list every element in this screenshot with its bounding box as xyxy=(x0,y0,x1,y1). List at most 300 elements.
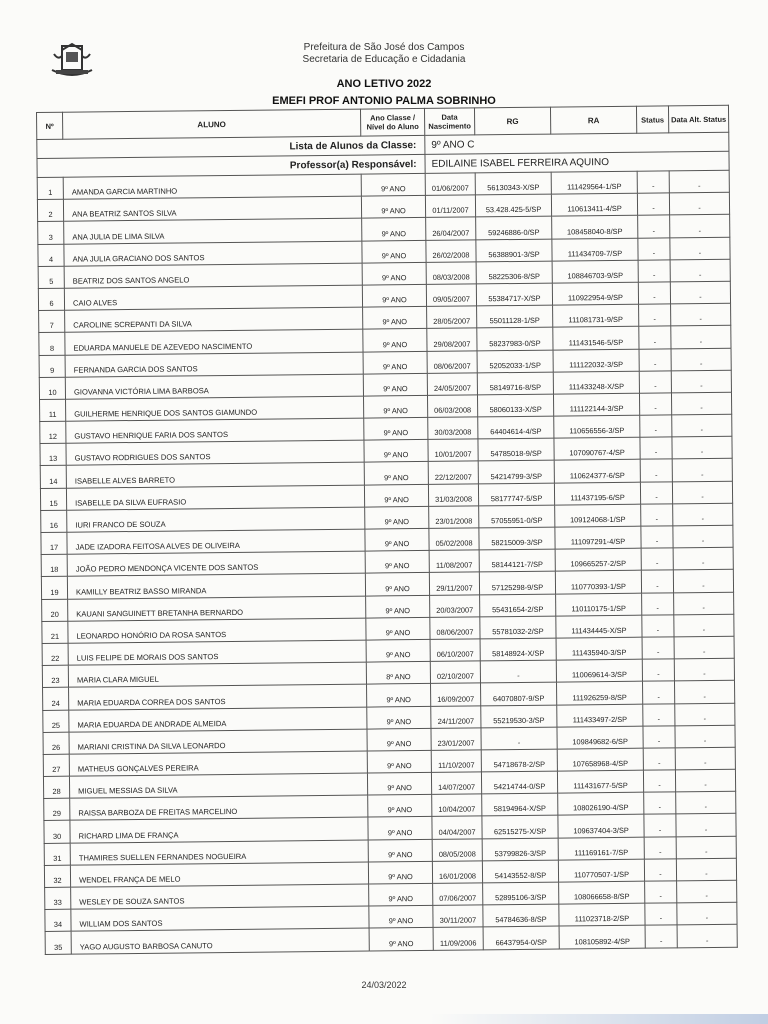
grade-level: 9º ANO xyxy=(368,839,432,862)
org-line-2: Secretaria de Educação e Cidadania xyxy=(302,54,466,65)
birth-date: 01/06/2007 xyxy=(425,173,475,196)
grade-level: 9º ANO xyxy=(369,928,433,951)
rg-number: 53799826-3/SP xyxy=(482,838,558,861)
ra-number: 108458040-8/SP xyxy=(552,216,638,239)
ra-number: 109124068-1/SP xyxy=(555,504,641,527)
birth-date: 23/01/2007 xyxy=(431,728,481,751)
row-number: 4 xyxy=(38,244,64,266)
rg-number: 62515275-X/SP xyxy=(482,816,558,839)
status: - xyxy=(642,615,674,638)
col-header-grade: Ano Classe / Nível do Aluno xyxy=(360,108,424,136)
student-name: JADE IZADORA FEITOSA ALVES DE OLIVEIRA xyxy=(67,529,365,554)
rg-number: 58237983-0/SP xyxy=(477,327,553,350)
row-number: 17 xyxy=(41,532,67,554)
status-date: - xyxy=(676,858,736,881)
row-number: 26 xyxy=(43,732,69,754)
ra-number: 109637404-3/SP xyxy=(558,815,644,838)
status: - xyxy=(638,282,670,305)
row-number: 25 xyxy=(43,710,69,732)
status: - xyxy=(641,526,673,549)
birth-date: 30/11/2007 xyxy=(433,905,483,928)
grade-level: 8º ANO xyxy=(366,662,430,685)
student-name: ISABELLE ALVES BARRETO xyxy=(66,463,364,488)
rg-number: 58144121-7/SP xyxy=(479,549,555,572)
status-date: - xyxy=(670,215,730,238)
status-date: - xyxy=(669,192,729,215)
status-date: - xyxy=(672,481,732,504)
student-name: RICHARD LIMA DE FRANÇA xyxy=(70,818,368,843)
status: - xyxy=(645,925,677,948)
row-number: 32 xyxy=(44,865,70,887)
birth-date: 31/03/2008 xyxy=(428,484,478,507)
student-list-sheet xyxy=(36,105,737,955)
status-date: - xyxy=(673,503,733,526)
student-name: GUSTAVO RODRIGUES DOS SANTOS xyxy=(66,440,364,465)
ra-number: 111437195-6/SP xyxy=(554,482,640,505)
status-date: - xyxy=(673,570,733,593)
birth-date: 08/06/2007 xyxy=(427,350,477,373)
birth-date: 06/03/2008 xyxy=(427,395,477,418)
student-name: MARIA CLARA MIGUEL xyxy=(68,662,366,687)
school-year-title: ANO LETIVO 2022 xyxy=(336,78,432,90)
rg-number: 56130343-X/SP xyxy=(475,172,551,195)
ra-number: 110922954-9/SP xyxy=(552,282,638,305)
ra-number: 107658968-4/SP xyxy=(557,748,643,771)
ra-number: 110110175-1/SP xyxy=(556,593,642,616)
teacher-label: Professor(a) Responsável: xyxy=(37,154,425,177)
birth-date: 28/05/2007 xyxy=(427,306,477,329)
student-name: CAROLINE SCREPANTI DA SILVA xyxy=(65,307,363,332)
col-header-status: Status xyxy=(636,106,668,133)
row-number: 16 xyxy=(41,510,67,532)
row-number: 1 xyxy=(37,177,63,199)
rg-number: 54785018-9/SP xyxy=(478,438,554,461)
status-date: - xyxy=(674,592,734,615)
status: - xyxy=(645,903,677,926)
ra-number: 110770507-1/SP xyxy=(558,859,644,882)
status: - xyxy=(641,548,673,571)
ra-number: 111434445-X/SP xyxy=(556,615,642,638)
student-name: LUIS FELIPE DE MORAIS DOS SANTOS xyxy=(68,640,366,665)
grade-level: 9º ANO xyxy=(368,795,432,818)
ra-number: 111435940-3/SP xyxy=(556,637,642,660)
birth-date: 23/01/2008 xyxy=(429,506,479,529)
birth-date: 29/11/2007 xyxy=(429,572,479,595)
status: - xyxy=(637,171,669,194)
student-name: EDUARDA MANUELE DE AZEVEDO NASCIMENTO xyxy=(65,329,363,354)
student-name: RAISSA BARBOZA DE FREITAS MARCELINO xyxy=(70,795,368,820)
status-date: - xyxy=(670,237,730,260)
student-name: FERNANDA GARCIA DOS SANTOS xyxy=(65,352,363,377)
student-name: GUILHERME HENRIQUE DOS SANTOS GIAMUNDO xyxy=(66,396,364,421)
status-date: - xyxy=(674,658,734,681)
status-date: - xyxy=(672,414,732,437)
grade-level: 9º ANO xyxy=(361,196,425,219)
birth-date: 06/10/2007 xyxy=(430,639,480,662)
status-date: - xyxy=(670,259,730,282)
ra-number: 109665257-2/SP xyxy=(555,548,641,571)
rg-number: 66437954-0/SP xyxy=(483,926,559,949)
row-number: 3 xyxy=(38,222,64,244)
grade-level: 9º ANO xyxy=(363,307,427,330)
birth-date: 10/04/2007 xyxy=(432,794,482,817)
status-date: - xyxy=(676,814,736,837)
grade-level: 9º ANO xyxy=(364,417,428,440)
grade-level: 9º ANO xyxy=(361,173,425,196)
grade-level: 9º ANO xyxy=(362,284,426,307)
row-number: 31 xyxy=(44,843,70,865)
student-name: ISABELLE DA SILVA EUFRASIO xyxy=(66,485,364,510)
ra-number: 111431546-5/SP xyxy=(553,327,639,350)
student-name: YAGO AUGUSTO BARBOSA CANUTO xyxy=(71,928,369,953)
ra-number: 111429564-1/SP xyxy=(551,171,637,194)
status: - xyxy=(640,459,672,482)
status: - xyxy=(637,193,669,216)
ra-number: 108026190-4/SP xyxy=(558,792,644,815)
grade-level: 9º ANO xyxy=(363,351,427,374)
row-number: 19 xyxy=(41,577,67,599)
status-date: - xyxy=(674,636,734,659)
status: - xyxy=(644,792,676,815)
student-name: WESLEY DE SOUZA SANTOS xyxy=(71,884,369,909)
student-name: MARIA EDUARDA CORREA DOS SANTOS xyxy=(69,684,367,709)
row-number: 35 xyxy=(45,932,71,954)
rg-number: 54214744-0/SP xyxy=(481,771,557,794)
status-date: - xyxy=(671,326,731,349)
col-header-status-date: Data Alt. Status xyxy=(668,105,728,133)
scan-edge-artifact xyxy=(430,1014,768,1024)
ra-number: 111081731-9/SP xyxy=(553,304,639,327)
rg-number: 58060133-X/SP xyxy=(477,394,553,417)
row-number: 10 xyxy=(39,377,65,399)
row-number: 21 xyxy=(42,621,68,643)
ra-number: 108105892-4/SP xyxy=(559,926,645,949)
student-name: THAMIRES SUELLEN FERNANDES NOGUEIRA xyxy=(70,840,368,865)
status-date: - xyxy=(669,170,729,193)
student-name: GUSTAVO HENRIQUE FARIA DOS SANTOS xyxy=(66,418,364,443)
status-date: - xyxy=(676,836,736,859)
student-name: MARIANI CRISTINA DA SILVA LEONARDO xyxy=(69,729,367,754)
status: - xyxy=(642,659,674,682)
school-name: EMEFI PROF ANTONIO PALMA SOBRINHO xyxy=(272,95,496,107)
birth-date: 09/05/2007 xyxy=(426,284,476,307)
birth-date: 30/03/2008 xyxy=(428,417,478,440)
row-number: 12 xyxy=(40,421,66,443)
status-date: - xyxy=(671,303,731,326)
ra-number: 111023718-2/SP xyxy=(559,903,645,926)
grade-level: 9º ANO xyxy=(369,906,433,929)
student-name: MIGUEL MESSIAS DA SILVA xyxy=(69,773,367,798)
row-number: 9 xyxy=(39,355,65,377)
birth-date: 04/04/2007 xyxy=(432,816,482,839)
student-name: GIOVANNA VICTÓRIA LIMA BARBOSA xyxy=(65,374,363,399)
grade-level: 9º ANO xyxy=(363,329,427,352)
ra-number: 111122032-3/SP xyxy=(553,349,639,372)
grade-level: 9º ANO xyxy=(363,395,427,418)
grade-level: 9º ANO xyxy=(367,728,431,751)
status-date: - xyxy=(670,281,730,304)
student-name: ANA JULIA GRACIANO DOS SANTOS xyxy=(64,241,362,266)
status-date: - xyxy=(671,392,731,415)
birth-date: 14/07/2007 xyxy=(431,772,481,795)
rg-number: 56388901-3/SP xyxy=(476,239,552,262)
status: - xyxy=(638,260,670,283)
rg-number: 52895106-3/SP xyxy=(483,882,559,905)
status: - xyxy=(644,859,676,882)
grade-level: 9º ANO xyxy=(368,861,432,884)
student-name: WILLIAM DOS SANTOS xyxy=(71,906,369,931)
row-number: 13 xyxy=(40,443,66,465)
grade-level: 9º ANO xyxy=(364,440,428,463)
birth-date: 07/06/2007 xyxy=(433,883,483,906)
birth-date: 10/01/2007 xyxy=(428,439,478,462)
rg-number: 58149716-8/SP xyxy=(477,372,553,395)
row-number: 6 xyxy=(38,288,64,310)
grade-level: 9º ANO xyxy=(367,706,431,729)
student-table xyxy=(36,105,738,955)
row-number: 2 xyxy=(37,199,63,221)
status: - xyxy=(639,326,671,349)
row-number: 34 xyxy=(45,909,71,931)
rg-number: 55431654-2/SP xyxy=(480,594,556,617)
rg-number: 55781032-2/SP xyxy=(480,616,556,639)
teacher-value: EDILAINE ISABEL FERREIRA AQUINO xyxy=(425,151,729,173)
birth-date: 24/11/2007 xyxy=(431,705,481,728)
status: - xyxy=(640,437,672,460)
status: - xyxy=(642,681,674,704)
status-date: - xyxy=(677,925,737,948)
row-number: 23 xyxy=(42,665,68,687)
ra-number: 111926259-8/SP xyxy=(557,681,643,704)
class-label: Lista de Alunos da Classe: xyxy=(37,135,425,158)
student-name: JOÃO PEDRO MENDONÇA VICENTE DOS SANTOS xyxy=(67,551,365,576)
grade-level: 9º ANO xyxy=(362,218,426,241)
row-number: 5 xyxy=(38,266,64,288)
rg-number: 55219530-3/SP xyxy=(481,705,557,728)
status: - xyxy=(643,748,675,771)
col-header-num: Nº xyxy=(37,112,63,139)
col-header-student: ALUNO xyxy=(63,109,361,139)
ra-number: 109849682-6/SP xyxy=(557,726,643,749)
status-date: - xyxy=(671,348,731,371)
rg-number: - xyxy=(480,660,556,683)
student-name: KAUANI SANGUINETT BRETANHA BERNARDO xyxy=(68,596,366,621)
ra-number: 111434709-7/SP xyxy=(552,238,638,261)
rg-number: 58148924-X/SP xyxy=(480,638,556,661)
ra-number: 110069614-3/SP xyxy=(556,659,642,682)
birth-date: 26/02/2008 xyxy=(426,239,476,262)
ra-number: 111433497-2/SP xyxy=(557,704,643,727)
status-date: - xyxy=(675,725,735,748)
rg-number: 52052033-1/SP xyxy=(477,350,553,373)
birth-date: 29/08/2007 xyxy=(427,328,477,351)
status-date: - xyxy=(671,370,731,393)
status: - xyxy=(645,881,677,904)
ra-number: 111433248-X/SP xyxy=(553,371,639,394)
row-number: 22 xyxy=(42,643,68,665)
grade-level: 9º ANO xyxy=(368,817,432,840)
row-number: 33 xyxy=(45,887,71,909)
student-name: KAMILLY BEATRIZ BASSO MIRANDA xyxy=(67,573,365,598)
row-number: 15 xyxy=(40,488,66,510)
status: - xyxy=(639,348,671,371)
status: - xyxy=(638,237,670,260)
status-date: - xyxy=(677,880,737,903)
grade-level: 9º ANO xyxy=(365,573,429,596)
ra-number: 110656556-3/SP xyxy=(554,415,640,438)
org-line-1: Prefeitura de São José dos Campos xyxy=(303,42,465,53)
rg-number: - xyxy=(481,727,557,750)
row-number: 18 xyxy=(41,554,67,576)
grade-level: 9º ANO xyxy=(366,639,430,662)
ra-number: 110624377-6/SP xyxy=(554,460,640,483)
status: - xyxy=(641,504,673,527)
status: - xyxy=(642,637,674,660)
row-number: 29 xyxy=(44,798,70,820)
status-date: - xyxy=(672,459,732,482)
grade-level: 9º ANO xyxy=(369,883,433,906)
grade-level: 9º ANO xyxy=(364,484,428,507)
ra-number: 108066658-8/SP xyxy=(559,881,645,904)
col-header-rg: RG xyxy=(474,107,550,135)
birth-date: 08/05/2008 xyxy=(432,838,482,861)
ra-number: 107090767-4/SP xyxy=(554,437,640,460)
status-date: - xyxy=(674,614,734,637)
grade-level: 9º ANO xyxy=(364,462,428,485)
birth-date: 24/05/2007 xyxy=(427,373,477,396)
status-date: - xyxy=(672,436,732,459)
birth-date: 20/03/2007 xyxy=(430,594,480,617)
row-number: 8 xyxy=(39,333,65,355)
birth-date: 01/11/2007 xyxy=(425,195,475,218)
status-date: - xyxy=(675,703,735,726)
rg-number: 54718678-2/SP xyxy=(481,749,557,772)
rg-number: 58215009-3/SP xyxy=(479,527,555,550)
status-date: - xyxy=(675,747,735,770)
ra-number: 111431677-5/SP xyxy=(557,770,643,793)
rg-number: 55384717-X/SP xyxy=(476,283,552,306)
status: - xyxy=(644,814,676,837)
rg-number: 64404614-4/SP xyxy=(478,416,554,439)
grade-level: 9º ANO xyxy=(367,684,431,707)
student-name: MATHEUS GONÇALVES PEREIRA xyxy=(69,751,367,776)
row-number: 24 xyxy=(43,688,69,710)
rg-number: 59246886-0/SP xyxy=(476,216,552,239)
status-date: - xyxy=(673,547,733,570)
birth-date: 11/09/2006 xyxy=(433,927,483,950)
grade-level: 9º ANO xyxy=(365,551,429,574)
rg-number: 54214799-3/SP xyxy=(478,461,554,484)
status-date: - xyxy=(675,769,735,792)
birth-date: 26/04/2007 xyxy=(426,217,476,240)
rg-number: 53.428.425-5/SP xyxy=(475,194,551,217)
status: - xyxy=(643,770,675,793)
status: - xyxy=(643,703,675,726)
student-name: ANA JULIA DE LIMA SILVA xyxy=(64,218,362,243)
grade-level: 9º ANO xyxy=(363,373,427,396)
grade-level: 9º ANO xyxy=(362,240,426,263)
status-date: - xyxy=(676,791,736,814)
birth-date: 02/10/2007 xyxy=(430,661,480,684)
rg-number: 54784636-8/SP xyxy=(483,904,559,927)
ra-number: 110613411-4/SP xyxy=(551,193,637,216)
grade-level: 9º ANO xyxy=(367,772,431,795)
ra-number: 111097291-4/SP xyxy=(555,526,641,549)
row-number: 11 xyxy=(40,399,66,421)
ra-number: 108846703-9/SP xyxy=(552,260,638,283)
student-name: MARIA EDUARDA DE ANDRADE ALMEIDA xyxy=(69,707,367,732)
status: - xyxy=(640,481,672,504)
student-name: WENDEL FRANÇA DE MELO xyxy=(70,862,368,887)
rg-number: 55011128-1/SP xyxy=(477,305,553,328)
ra-number: 111169161-7/SP xyxy=(558,837,644,860)
col-header-birth: Data Nascimento xyxy=(424,108,474,136)
row-number: 27 xyxy=(43,754,69,776)
rg-number: 54143552-8/SP xyxy=(482,860,558,883)
birth-date: 16/09/2007 xyxy=(431,683,481,706)
birth-date: 08/03/2008 xyxy=(426,262,476,285)
rg-number: 58194964-X/SP xyxy=(482,793,558,816)
status-date: - xyxy=(673,525,733,548)
status: - xyxy=(638,215,670,238)
status: - xyxy=(643,726,675,749)
student-name: ANA BEATRIZ SANTOS SILVA xyxy=(63,196,361,221)
status: - xyxy=(639,304,671,327)
status: - xyxy=(642,592,674,615)
birth-date: 05/02/2008 xyxy=(429,528,479,551)
status: - xyxy=(640,415,672,438)
rg-number: 64070807-9/SP xyxy=(481,682,557,705)
student-name: IURI FRANCO DE SOUZA xyxy=(67,507,365,532)
print-date: 24/03/2022 xyxy=(361,980,407,990)
status: - xyxy=(644,836,676,859)
student-name: AMANDA GARCIA MARTINHO xyxy=(63,174,361,199)
row-number: 30 xyxy=(44,821,70,843)
status: - xyxy=(641,570,673,593)
rg-number: 57125298-9/SP xyxy=(479,571,555,594)
grade-level: 9º ANO xyxy=(365,506,429,529)
status: - xyxy=(639,393,671,416)
rg-number: 58177747-5/SP xyxy=(478,483,554,506)
status-date: - xyxy=(677,902,737,925)
row-number: 28 xyxy=(43,776,69,798)
rg-number: 57055951-0/SP xyxy=(479,505,555,528)
rg-number: 58225306-8/SP xyxy=(476,261,552,284)
ra-number: 110770393-1/SP xyxy=(555,571,641,594)
student-rows xyxy=(37,170,737,954)
row-number: 20 xyxy=(42,599,68,621)
student-name: LEONARDO HONÓRIO DA ROSA SANTOS xyxy=(68,618,366,643)
grade-level: 9º ANO xyxy=(362,262,426,285)
student-name: BEATRIZ DOS SANTOS ANGELO xyxy=(64,263,362,288)
birth-date: 11/10/2007 xyxy=(431,750,481,773)
grade-level: 9º ANO xyxy=(367,750,431,773)
class-value: 9º ANO C xyxy=(425,132,729,154)
grade-level: 9º ANO xyxy=(366,595,430,618)
student-name: CAIO ALVES xyxy=(64,285,362,310)
row-number: 14 xyxy=(40,466,66,488)
birth-date: 08/06/2007 xyxy=(430,617,480,640)
status: - xyxy=(639,371,671,394)
status-date: - xyxy=(674,681,734,704)
birth-date: 16/01/2008 xyxy=(432,861,482,884)
grade-level: 9º ANO xyxy=(365,528,429,551)
row-number: 7 xyxy=(39,310,65,332)
birth-date: 11/08/2007 xyxy=(429,550,479,573)
col-header-ra: RA xyxy=(550,106,636,134)
ra-number: 111122144-3/SP xyxy=(553,393,639,416)
grade-level: 9º ANO xyxy=(366,617,430,640)
